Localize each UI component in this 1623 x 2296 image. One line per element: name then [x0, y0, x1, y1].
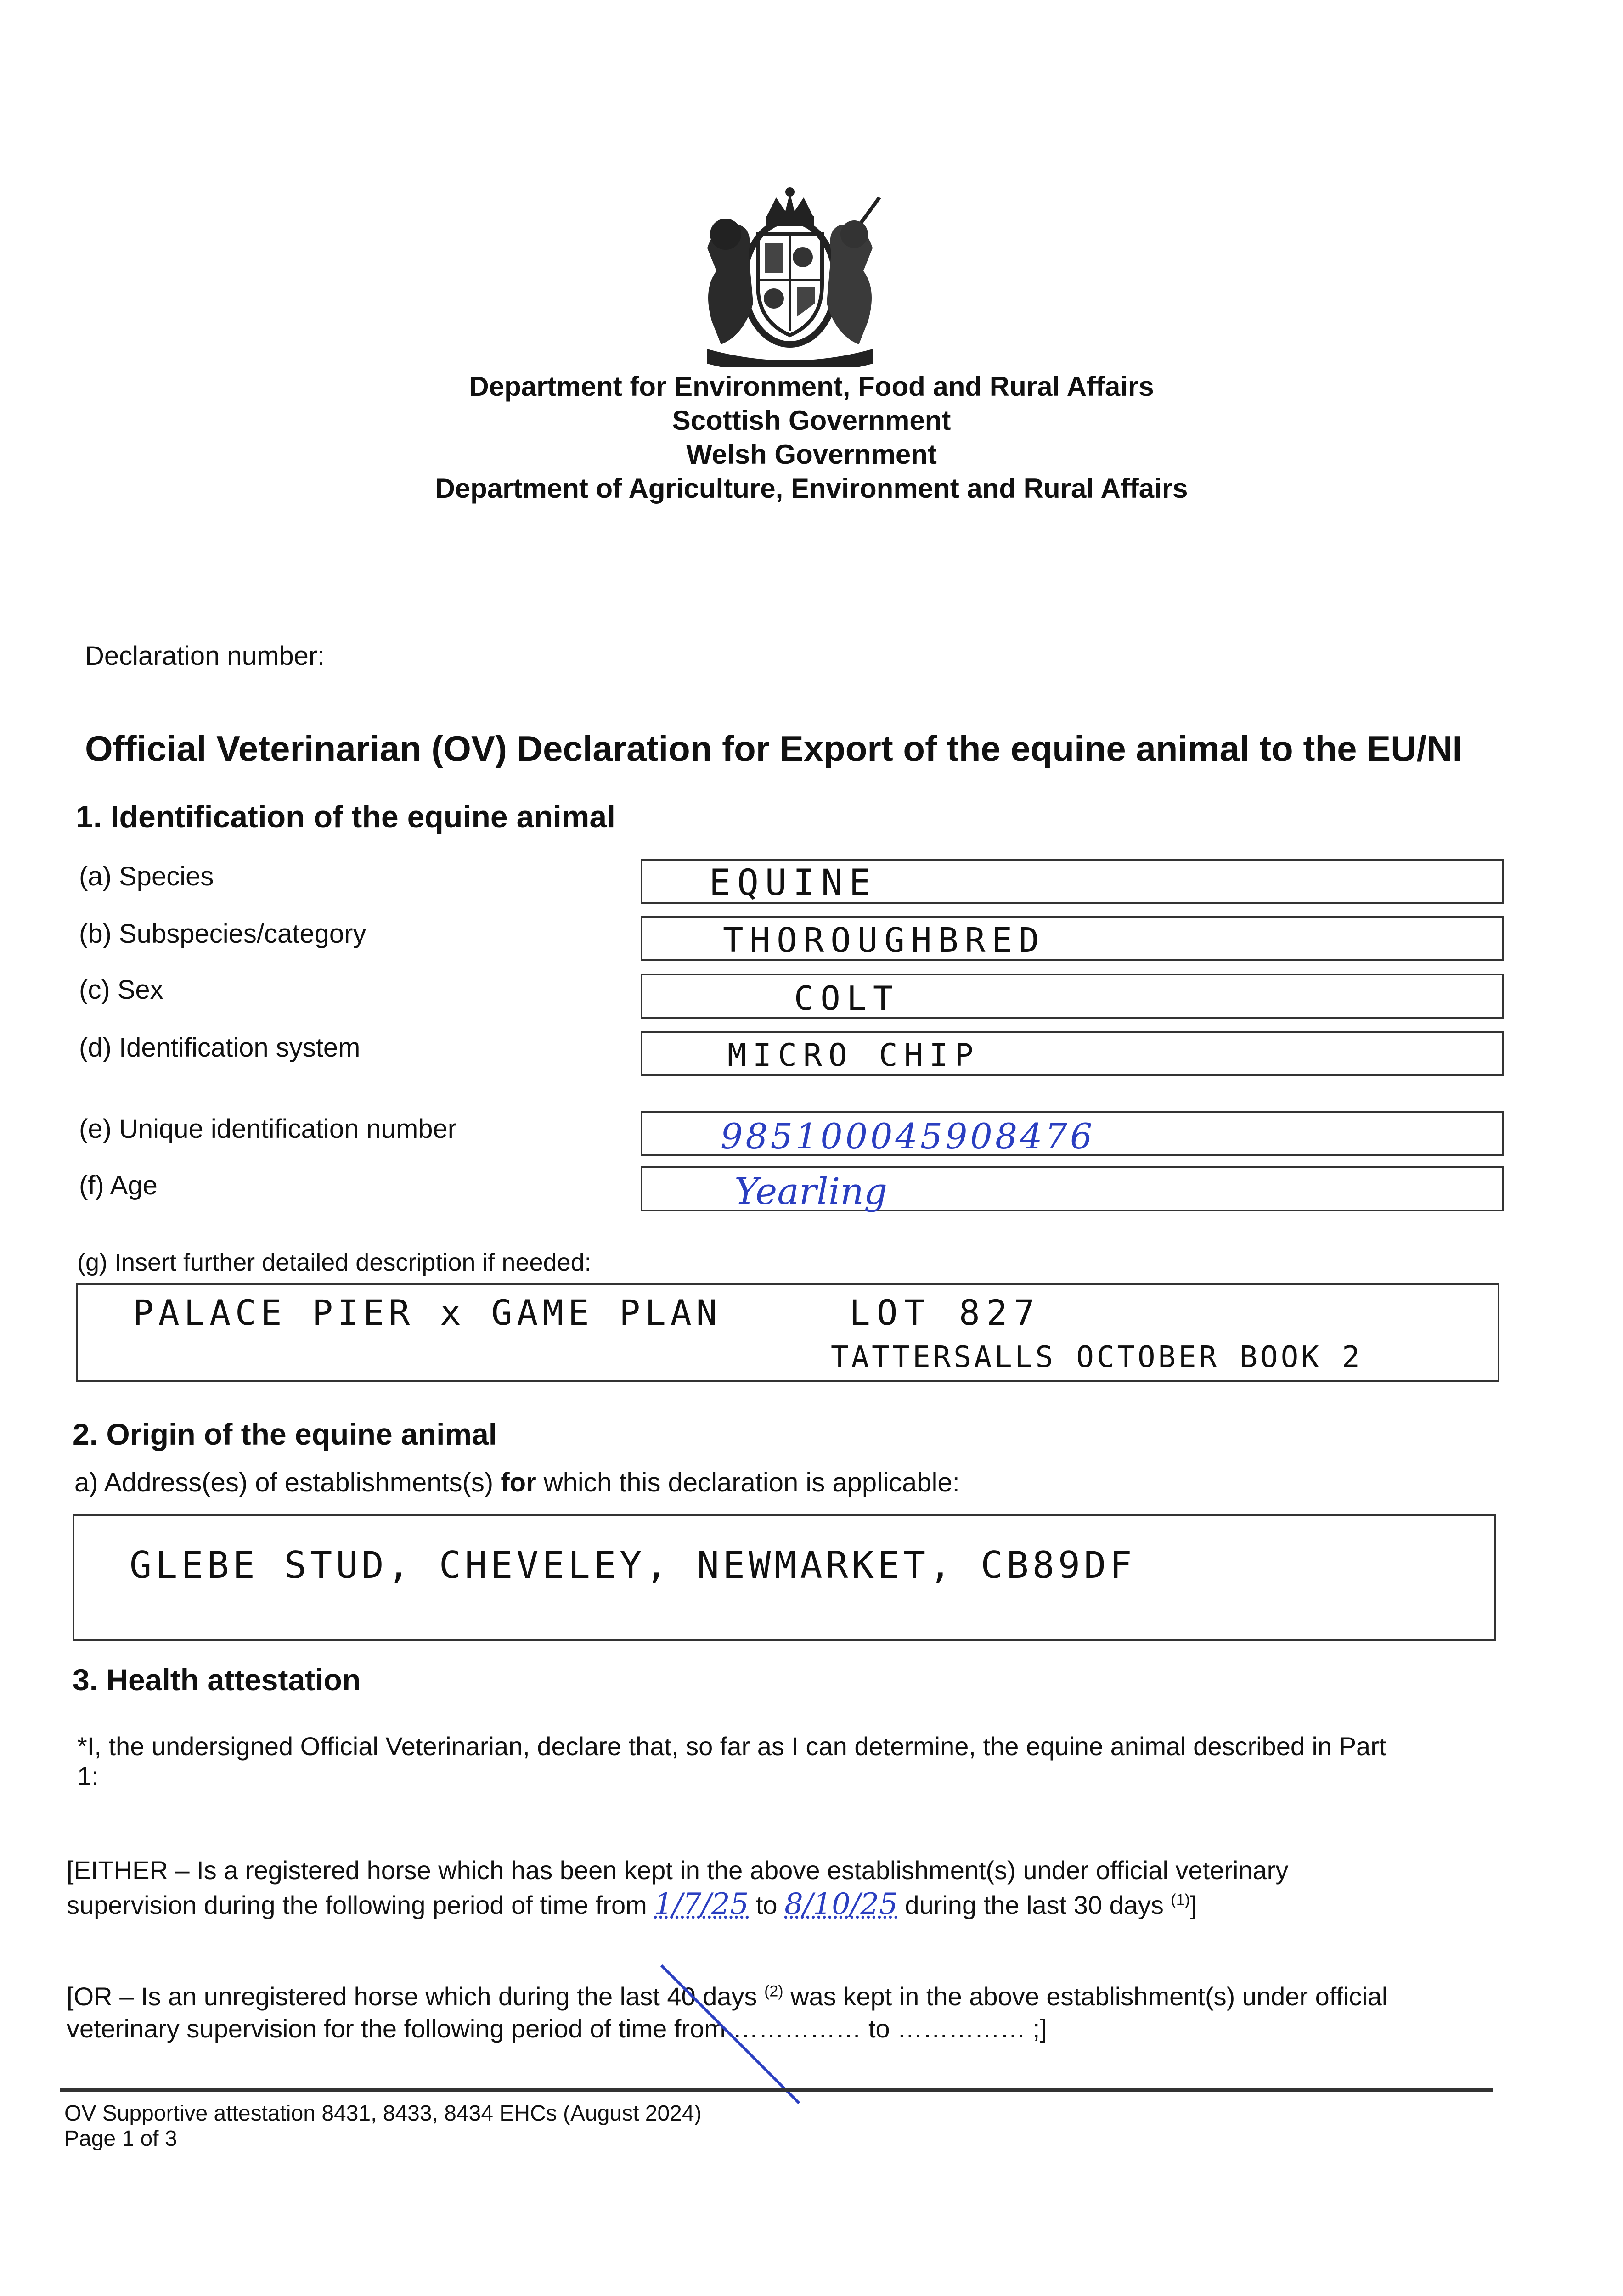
subspecies-value: THOROUGHBRED — [723, 921, 1046, 960]
or-text-end: was kept in the above establishment(s) under official — [783, 1982, 1388, 2011]
declaration-number-label: Declaration number: — [85, 641, 325, 671]
footer-divider — [60, 2088, 1493, 2092]
either-text-end: during the last 30 days — [897, 1891, 1171, 1919]
description-value-line1: PALACE PIER x GAME PLAN — [133, 1292, 722, 1333]
footer-attestation: OV Supportive attestation 8431, 8433, 8434 EHCs (August 2024) — [64, 2101, 702, 2126]
or-line2: veterinary supervision for the following period of time from …………… to …………… ;] — [67, 2014, 1047, 2043]
age-value: Yearling — [734, 1170, 888, 1213]
sex-value: COLT — [794, 979, 900, 1018]
health-intro-line2: 1: — [77, 1761, 99, 1790]
either-footnote-ref: (1) — [1171, 1891, 1190, 1909]
or-text: [OR – Is an unregistered horse which during the last 40 days — [67, 1982, 765, 2011]
address-label-bold: for — [501, 1468, 536, 1497]
subspecies-label: (b) Subspecies/category — [79, 919, 366, 949]
description-lot: LOT 827 — [849, 1292, 1042, 1333]
either-line1: [EITHER – Is a registered horse which has been kept in the above establishment(s) under official veterinary — [67, 1856, 1289, 1885]
department-name: Department of Agriculture, Environment and Rural Affairs — [435, 473, 1188, 504]
age-label: (f) Age — [79, 1171, 158, 1200]
sex-label: (c) Sex — [79, 975, 163, 1005]
department-name: Department for Environment, Food and Rural Affairs — [469, 371, 1154, 402]
species-value: EQUINE — [709, 862, 877, 904]
health-intro-line1: *I, the undersigned Official Veterinarian, declare that, so far as I can determine, the equine animal described in Part — [77, 1732, 1386, 1761]
unique-id-value: 985100045908476 — [721, 1116, 1095, 1157]
or-footnote-ref: (2) — [764, 1982, 783, 2000]
either-to-date: 8/10/25 — [784, 1887, 898, 1921]
department-name: Welsh Government — [686, 439, 937, 470]
description-label: (g) Insert further detailed description if needed: — [77, 1249, 592, 1276]
either-from-date: 1/7/25 — [654, 1887, 749, 1921]
either-to-word: to — [749, 1891, 785, 1919]
footer-page-number: Page 1 of 3 — [64, 2127, 177, 2151]
description-value-line2: TATTERSALLS OCTOBER BOOK 2 — [831, 1340, 1363, 1374]
address-label-text-end: which this declaration is applicable: — [536, 1468, 960, 1497]
document-title: Official Veterinarian (OV) Declaration for Export of the equine animal to the EU/NI — [85, 728, 1463, 769]
unique-id-label: (e) Unique identification number — [79, 1114, 457, 1144]
department-name: Scottish Government — [672, 405, 951, 436]
section-2-heading: 2. Origin of the equine animal — [73, 1417, 497, 1451]
identification-system-label: (d) Identification system — [79, 1033, 361, 1063]
section-3-heading: 3. Health attestation — [73, 1663, 361, 1697]
identification-system-value: MICRO CHIP — [727, 1037, 980, 1074]
either-bracket: ] — [1190, 1891, 1197, 1919]
species-label: (a) Species — [79, 861, 214, 891]
either-text: supervision during the following period of time from — [67, 1891, 654, 1919]
address-value: GLEBE STUD, CHEVELEY, NEWMARKET, CB89DF — [130, 1544, 1136, 1587]
section-1-heading: 1. Identification of the equine animal — [76, 799, 616, 834]
address-label-text: a) Address(es) of establishments(s) — [74, 1468, 501, 1497]
